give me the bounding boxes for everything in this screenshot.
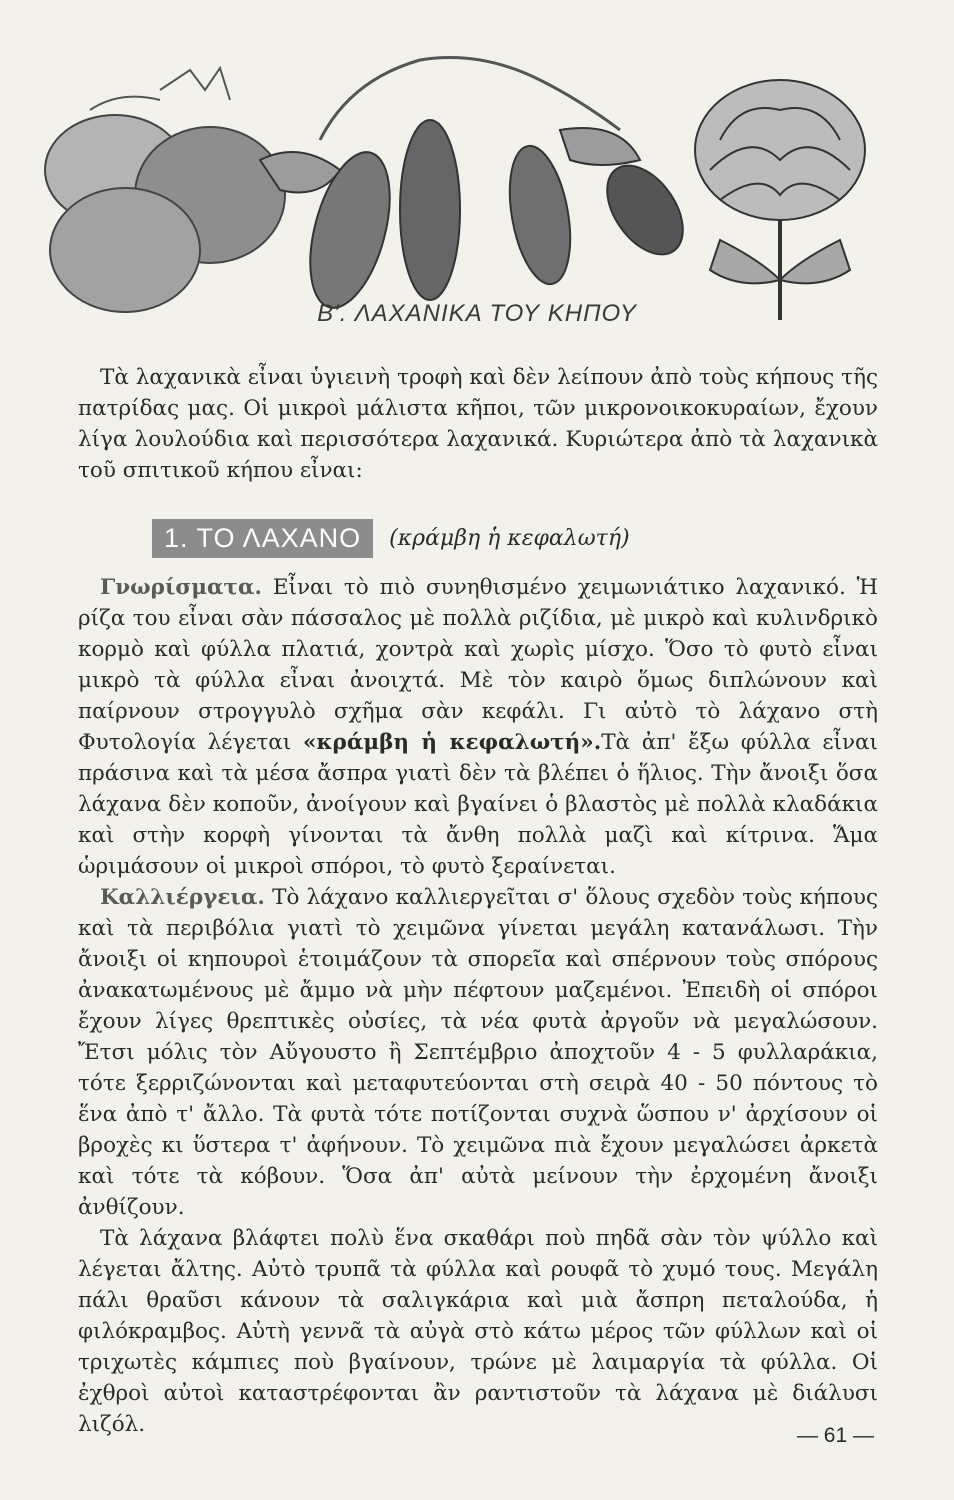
characteristics-text-b: Τὰ ἀπ' ἔξω φύλλα εἶναι πράσινα καὶ τὰ μέσα ἄσπρα γιατὶ δὲν τὰ βλέπει ὁ ἥλιος. Τὴν ἄνοιξι ὅσα λάχανα δὲν κοποῦν, ἀνοίγουν καὶ βγαίνει ὁ βλαστὸς μὲ πολλὰ κλαδάκια καὶ στὴν κορφὴ γίνονται τὰ ἄνθη πολλὰ μαζὶ καὶ κίτρινα. Ἅμα ὡριμάσουν οἱ μικροὶ σπόροι, τὸ φυτὸ ξεραίνεται. [78,730,878,879]
heading-subtitle: (κράμβη ἡ κεφαλωτή) [389,525,630,551]
main-text [78,572,878,1440]
paragraph-cultivation [78,882,878,1223]
label-cultivation: Καλλιέργεια. [100,885,265,910]
paragraph-characteristics [78,572,878,882]
eggplants-drawing [260,58,698,317]
paragraph-pests: Τὰ λάχανα βλάφτει πολὺ ἕνα σκαθάρι ποὺ πηδᾶ σὰν τὸν ψύλλο καὶ λέγεται ἄλτης. Αὐτὸ τρυπᾶ τὰ φύλλα καὶ ρουφᾶ τὸ χυμό τους. Μεγάλη πάλι θραῦσι κάνουν τὰ σαλιγκάρια καὶ μιὰ ἄσπρη πεταλούδα, ἡ φιλόκραμβος. Αὐτὴ γεννᾶ τὰ αὐγὰ στὸ κάτω μέρος τῶν φύλλων καὶ οἱ τριχωτὲς κάμπιες ποὺ βγαίνουν, τρώνε μὲ λαιμαργία τὰ φύλλα. Οἱ ἐχθροὶ αὐτοὶ καταστρέφονται ἂν ραντιστοῦν τὰ λάχανα μὲ διάλυσι λιζόλ. [78,1226,878,1437]
subsection-heading [152,518,630,558]
vegetable-illustration [20,20,935,325]
botanical-term: «κράμβη ἡ κεφαλωτή». [302,730,602,755]
heading-label: 1. ΤΟ ΛΑΧΑΝΟ [152,519,373,558]
section-title: Β'. ΛΑΧΑΝΙΚΑ ΤΟΥ ΚΗΠΟΥ [317,300,637,327]
label-characteristics: Γνωρίσματα. [100,575,262,600]
intro-paragraph [78,362,878,486]
page-number: — 61 — [796,1424,874,1447]
artichoke-drawing [695,80,865,320]
cultivation-text: Τὸ λάχανο καλλιεργεῖται σ' ὅλους σχεδὸν τοὺς κήπους καὶ τὰ περιβόλια γιατὶ τὸ χειμῶνα γίνεται μεγάλη κατανάλωσι. Τὴν ἄνοιξι οἱ κηπουροὶ ἑτοιμάζουν τὰ σπορεῖα καὶ σπέρνουν τοὺς σπόρους ἀνακατωμένους μὲ ἄμμο νὰ μὴν πέφτουν μαζεμένοι. Ἐπειδὴ οἱ σπόροι ἔχουν λίγες θρεπτικὲς οὐσίες, τὰ νέα φυτὰ ἀργοῦν νὰ μεγαλώσουν. Ἔτσι μόλις τὸν Αὔγουστο ἢ Σεπτέμβριο ἀποχτοῦν 4 - 5 φυλλαράκια, τότε ξερριζώνονται καὶ μεταφυτεύονται στὴ σειρὰ 40 - 50 πόντους τὸ ἕνα ἀπὸ τ' ἄλλο. Τὰ φυτὰ τότε ποτίζονται συχνὰ ὥσπου ν' ἀρχίσουν οἱ βροχὲς κι ὕστερα τ' ἀφήνουν. Τὸ χειμῶνα πιὰ ἔχουν μεγαλώσει ἀρκετὰ καὶ τότε τὰ κόβουν. Ὅσα ἀπ' αὐτὰ μείνουν τὴν ἐρχομένη ἄνοιξι ἀνθίζουν. [78,885,878,1220]
tomatoes-drawing [45,68,285,312]
characteristics-text-a: Εἶναι τὸ πιὸ συνηθισμένο χειμωνιάτικο λαχανικό. Ἡ ρίζα του εἶναι σὰν πάσσαλος μὲ πολλὰ ριζίδια, μὲ μικρὸ καὶ κυλινδρικὸ κορμὸ καὶ φύλλα πλατιά, χοντρὰ καὶ χωρὶς μίσχο. Ὅσο τὸ φυτὸ εἶναι μικρὸ τὰ φύλλα εἶναι ἀνοιχτά. Μὲ τὸν καιρὸ ὅμως διπλώνουν καὶ παίρνουν στρογγυλὸ σχῆμα σὰν κεφάλι. Γι αὐτὸ τὸ λάχανο στὴ Φυτολογία λέγεται [78,575,878,755]
intro-text: Τὰ λαχανικὰ εἶναι ὑγιεινὴ τροφὴ καὶ δὲν λείπουν ἀπὸ τοὺς κήπους τῆς πατρίδας μας. Οἱ μικροὶ μάλιστα κῆποι, τῶν μικρονοικοκυραίων, ἔχουν λίγα λουλούδια καὶ περισσότερα λαχανικά. Κυριώτερα ἀπὸ τὰ λαχανικὰ τοῦ σπιτικοῦ κήπου εἶναι: [78,365,878,483]
